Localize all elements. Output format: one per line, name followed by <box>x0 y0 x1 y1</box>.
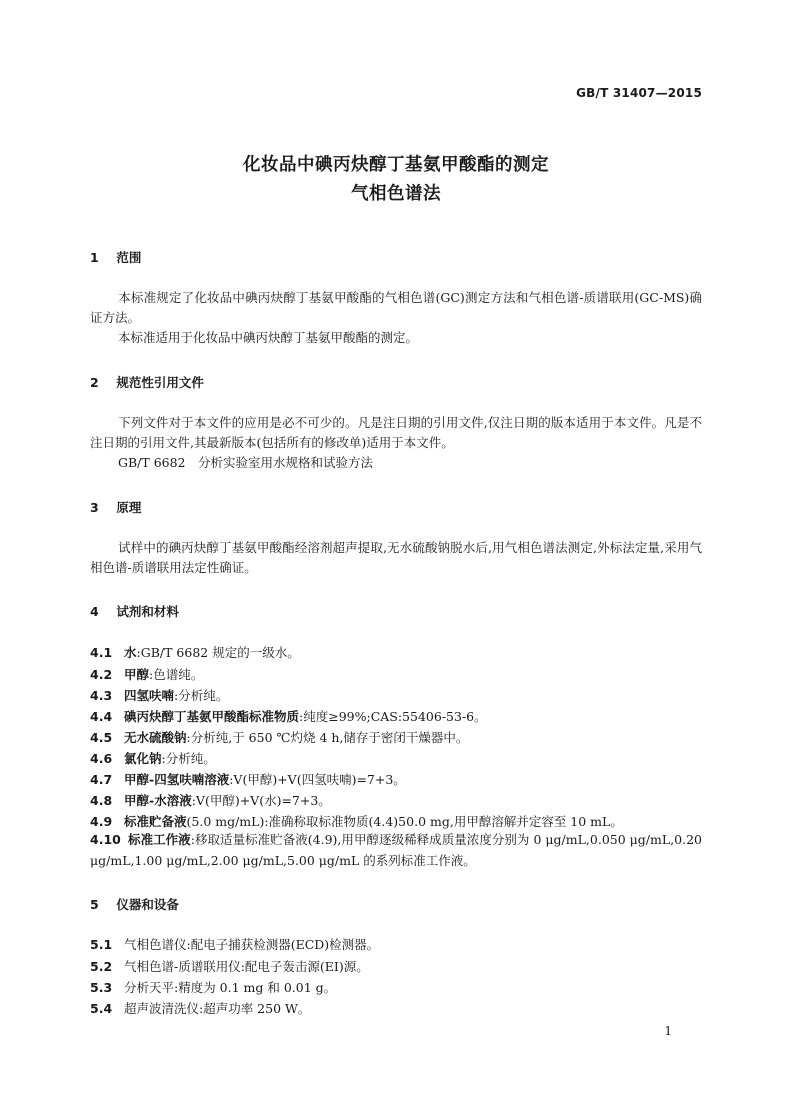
section-heading-principle <box>90 498 141 516</box>
item-number: 4.2 <box>90 667 113 682</box>
section-heading-normative-refs <box>90 373 204 391</box>
item-text: :分析纯。 <box>161 751 216 766</box>
item-text: 分析天平:精度为 0.1 mg 和 0.01 g。 <box>124 980 337 995</box>
reagent-item <box>90 812 702 830</box>
item-number: 5.3 <box>90 980 113 995</box>
item-number: 4.8 <box>90 793 113 808</box>
item-term: 碘丙炔醇丁基氨甲酸酯标准物质 <box>124 709 300 724</box>
item-number: 4.1 <box>90 645 113 660</box>
item-term: 水 <box>124 645 137 660</box>
item-term: 氯化钠 <box>124 751 162 766</box>
item-text: 气相色谱-质谱联用仪:配电子轰击源(EI)源。 <box>124 959 369 974</box>
reagent-item <box>90 665 702 683</box>
reagent-item <box>90 707 702 725</box>
reagent-item <box>90 791 702 809</box>
principle-paragraph <box>90 538 702 578</box>
item-text: :分析纯。 <box>174 688 229 703</box>
reagent-item <box>90 643 702 661</box>
item-number: 5.4 <box>90 1001 113 1016</box>
paragraph-text: 试样中的碘丙炔醇丁基氨甲酸酯经溶剂超声提取,无水硫酸钠脱水后,用气相色谱法测定,外标法定量,采用气相色谱-质谱联用法定性确证。 <box>90 540 702 575</box>
section-number: 5 <box>90 897 99 912</box>
item-text: :纯度≥99%;CAS:55406-53-6。 <box>299 709 487 724</box>
item-text: (5.0 mg/mL):准确称取标准物质(4.4)50.0 mg,用甲醇溶解并定容至 10 mL。 <box>186 814 623 829</box>
document-title: 化妆品中碘丙炔醇丁基氨甲酸酯的测定 <box>243 155 549 175</box>
section-title: 仪器和设备 <box>116 897 179 912</box>
page-number: 1 <box>664 1024 672 1038</box>
item-text: 超声波清洗仪:超声功率 250 W。 <box>124 1001 311 1016</box>
item-number: 4.7 <box>90 772 113 787</box>
reagent-item-4-10 <box>90 829 702 871</box>
section-title: 原理 <box>116 500 142 515</box>
reagent-item <box>90 728 702 746</box>
paragraph-text: 本标准适用于化妆品中碘丙炔醇丁基氨甲酸酯的测定。 <box>118 330 419 345</box>
paragraph-text: GB/T 6682 分析实验室用水规格和试验方法 <box>118 455 374 470</box>
item-text: :V(甲醇)+V(四氢呋喃)=7+3。 <box>229 772 406 787</box>
item-text: :移取适量标准贮备液(4.9),用甲醇逐级稀释成质量浓度分别为 0 μg/mL,0.050 μg/mL,0.20 μg/mL,1.00 μg/mL,2.00 μg/mL,5.00 μg/mL 的系列标准工作液。 <box>90 832 702 868</box>
document-subtitle: 气相色谱法 <box>351 184 441 204</box>
section-title: 规范性引用文件 <box>116 375 204 390</box>
scope-paragraph-1 <box>90 288 702 328</box>
refs-paragraph-1 <box>90 413 702 453</box>
refs-paragraph-2 <box>90 453 702 473</box>
item-number: 5.2 <box>90 959 113 974</box>
section-number: 2 <box>90 375 99 390</box>
item-number: 4.5 <box>90 730 113 745</box>
item-term: 标准贮备液 <box>124 814 187 829</box>
section-number: 3 <box>90 500 99 515</box>
item-number: 5.1 <box>90 937 113 952</box>
section-title: 试剂和材料 <box>116 604 179 619</box>
item-term: 甲醇-水溶液 <box>124 793 192 808</box>
instrument-item <box>90 978 702 996</box>
item-term: 标准工作液 <box>128 832 191 847</box>
scope-paragraph-2 <box>90 328 702 348</box>
reagent-item <box>90 686 702 704</box>
item-number: 4.9 <box>90 814 113 829</box>
instrument-item <box>90 957 702 975</box>
item-number: 4.10 <box>90 832 121 847</box>
instrument-item <box>90 999 702 1017</box>
item-text: :GB/T 6682 规定的一级水。 <box>136 645 300 660</box>
item-term: 无水硫酸钠 <box>124 730 187 745</box>
section-number: 1 <box>90 250 99 265</box>
reagent-item <box>90 770 702 788</box>
paragraph-text: 下列文件对于本文件的应用是必不可少的。凡是注日期的引用文件,仅注日期的版本适用于本文件。凡是不注日期的引用文件,其最新版本(包括所有的修改单)适用于本文件。 <box>90 415 702 450</box>
item-term: 甲醇-四氢呋喃溶液 <box>124 772 230 787</box>
item-text: :分析纯,于 650 ℃灼烧 4 h,储存于密闭干燥器中。 <box>186 730 469 745</box>
item-number: 4.4 <box>90 709 113 724</box>
item-text: 气相色谱仪:配电子捕获检测器(ECD)检测器。 <box>124 937 380 952</box>
section-heading-instruments <box>90 895 179 913</box>
section-heading-reagents <box>90 602 179 620</box>
section-number: 4 <box>90 604 99 619</box>
reagent-item <box>90 749 702 767</box>
paragraph-text: 本标准规定了化妆品中碘丙炔醇丁基氨甲酸酯的气相色谱(GC)测定方法和气相色谱-质谱联用(GC-MS)确证方法。 <box>90 290 702 325</box>
item-term: 四氢呋喃 <box>124 688 175 703</box>
standard-code: GB/T 31407—2015 <box>576 86 702 100</box>
section-title: 范围 <box>116 250 142 265</box>
instrument-item <box>90 935 702 953</box>
item-term: 甲醇 <box>124 667 150 682</box>
item-text: :V(甲醇)+V(水)=7+3。 <box>191 793 331 808</box>
item-number: 4.6 <box>90 751 113 766</box>
item-text: :色谱纯。 <box>149 667 204 682</box>
section-heading-scope <box>90 248 141 266</box>
item-number: 4.3 <box>90 688 113 703</box>
